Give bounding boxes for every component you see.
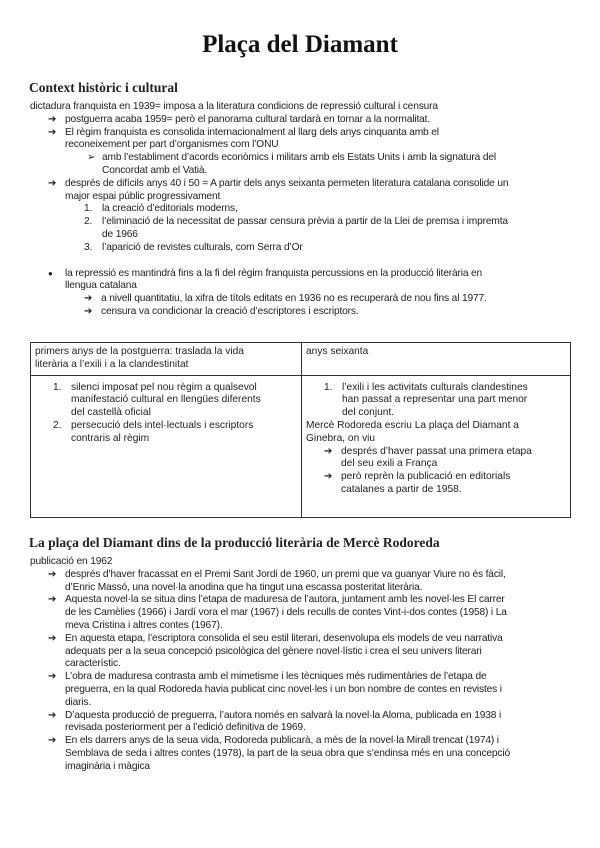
table-cell-postguerra: 1. silenci imposat pel nou règim a qualsevol manifestació cultural en llengües diferents del castellà oficial 2. persecució dels intel·lectuals i escriptors contraris al règim (31, 375, 302, 517)
arrow-bullet-icon: ➔ (48, 568, 57, 580)
subbullet-censura: ➔ censura va condicionar la creació d’escriptores i escriptors. (84, 305, 359, 317)
subbullet-acords: ➢ amb l’establiment d’acords econòmics i militars amb els Estats Units i amb la signatura del Concordat amb el Vatià. (87, 152, 497, 176)
subbullet-xifra: ➔ a nivell quantitatiu, la xifra de títols editats en 1936 no es recuperarà de nou fins al 1977. (84, 293, 487, 305)
bullet-aloma: ➔ D’aquesta producció de preguerra, l’autora només en salvarà la novel·la Aloma, publicada en 1938 i revisada posteriorment per a l’edició definitiva de 1969. (48, 709, 502, 734)
numbered-item-2: 2. l’eliminació de la necessitat de passar censura prèvia a partir de la Llei de premsa i impremta de 1966 (84, 216, 508, 240)
table-header-postguerra: primers anys de la postguerra: traslada la vida literària a l’exili i a la clandestinitat (31, 343, 302, 376)
bullet-estil: ➔ En aquesta etapa, l’escriptora consolida el seu estil literari, desenvolupa els models de veu narrativa adequats per a la seua concepció psicològica del gènere novel·lístic i crea el seu univers literari característic. (48, 632, 503, 670)
bullet-anys-seixanta: ➔ després de difícils anys 40 i 50 = A partir dels anys seixanta permeten literatura catalana consolide un major espai públic progressivament (48, 177, 509, 202)
arrow-bullet-icon: ➔ (48, 632, 57, 644)
bullet-regim: ➔ El règim franquista es consolida internacionalment al llarg dels anys cinquanta amb el reconeixement per part d’organismes com l’ONU (48, 126, 439, 151)
dot-bullet-icon: ● (48, 268, 53, 278)
triangle-bullet-icon: ➢ (87, 152, 96, 164)
bullet-maduresa: ➔ Aquesta novel·la se situa dins l’etapa de maduresa de l’autora, juntament amb les novel·les El carrer de les Camèlies (1966) i Jardí vora el mar (1967) i dels reculls de contes Vint-i-dos contes (1958) i La meva Cristina i altres contes (1967). (48, 594, 507, 631)
arrow-bullet-icon: ➔ (48, 594, 57, 606)
section-heading-context: Context històric i cultural (29, 80, 178, 95)
arrow-bullet-icon: ➔ (84, 305, 93, 317)
section-heading-produccio: La plaça del Diamant dins de la producció literària de Mercè Rodoreda (29, 535, 440, 550)
intro-line: publicació en 1962 (30, 556, 113, 567)
arrow-bullet-icon: ➔ (48, 126, 57, 138)
table-header-row (31, 343, 571, 376)
bullet-premi: ➔ després d’haver fracassat en el Premi Sant Jordi de 1960, un premi que va guanyar Viure no és fàcil, d’Enric Massó, una novel·la anodina que ha tingut una escassa posteritat literària. (48, 568, 506, 593)
arrow-bullet-icon: ➔ (84, 293, 93, 305)
bullet-repressio: ● la repressió es mantindrà fins a la fi del règim franquista percussions en la producció literària en llengua catalana (48, 267, 483, 292)
arrow-bullet-icon: ➔ (48, 113, 57, 125)
table-header-seixanta: anys seixanta (302, 343, 571, 376)
arrow-bullet-icon: ➔ (48, 671, 57, 683)
arrow-bullet-icon: ➔ (324, 471, 333, 483)
document-title: Plaça del Diamant (202, 31, 398, 58)
comparison-table (30, 342, 571, 518)
section-context-body (30, 101, 575, 319)
table-row (31, 375, 571, 517)
intro-line: dictadura franquista en 1939= imposa a la literatura condicions de repressió cultural i censura (30, 101, 438, 112)
bullet-postguerra: ➔ postguerra acaba 1959= però el panorama cultural tardarà en tornar a la normalitat. (48, 113, 431, 125)
arrow-bullet-icon: ➔ (48, 709, 57, 721)
bullet-darrers-anys: ➔ En els darrers anys de la seua vida, Rodoreda publicarà, a més de la novel·la Mirall trencat (1974) i Semblava de seda i altres contes (1978), la part de la seua obra que s’endinsa més en una concepció imaginària i màgica (48, 735, 511, 772)
bullet-preguerra: ➔ L’obra de maduresa contrasta amb el mimetisme i les tècniques més rudimentàries de l’etapa de preguerra, en la qual Rodoreda havia publicat cinc novel·les i un bon nombre de contes en revistes i diaris. (48, 671, 502, 708)
arrow-bullet-icon: ➔ (48, 735, 57, 747)
arrow-bullet-icon: ➔ (48, 177, 57, 189)
table-cell-seixanta: 1. l’exili i les activitats culturals clandestines han passat a representar una part menor del conjunt. Mercè Rodoreda escriu La plaça del Diamant a Ginebra, on viu ➔ després d’haver passat una primera etapa del seu exili a França ➔ però reprèn la publicació en editorials catalanes a partir de 1958. (302, 375, 571, 517)
numbered-item-1: 1. la creació d’editorials moderns, (84, 203, 238, 215)
section-produccio-body (30, 556, 575, 774)
numbered-item-3: 3. l’aparició de revistes culturals, com Serra d’Or (84, 241, 303, 253)
arrow-bullet-icon: ➔ (324, 445, 333, 457)
